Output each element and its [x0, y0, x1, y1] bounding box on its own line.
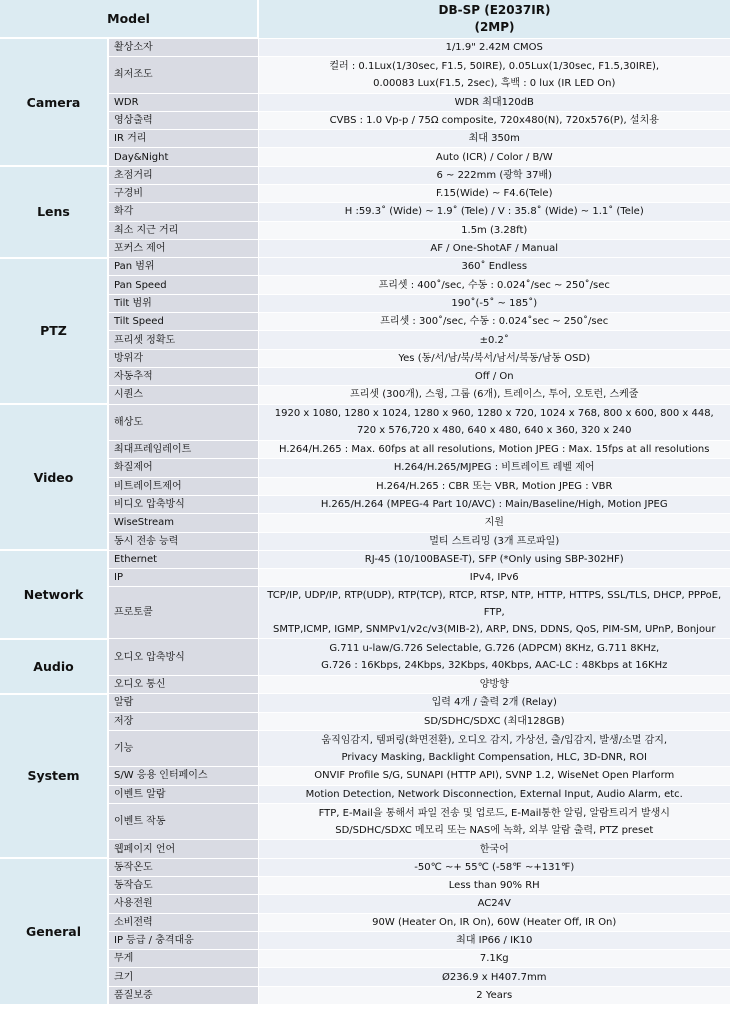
- spec-value-line: 360˚ Endless: [461, 261, 528, 273]
- spec-value: [258, 459, 730, 477]
- spec-value-line: H.264/H.265 : CBR 또는 VBR, Motion JPEG : VBR: [376, 480, 613, 492]
- spec-row: [0, 569, 730, 587]
- spec-value: [258, 550, 730, 568]
- spec-label: 오디오 통신: [108, 675, 258, 693]
- spec-value: [258, 386, 730, 404]
- spec-value-line: 6 ~ 222mm (광학 37배): [436, 169, 553, 181]
- spec-label: 비트레이트제어: [108, 477, 258, 495]
- spec-value: [258, 587, 730, 639]
- category-cell: PTZ: [0, 258, 108, 404]
- spec-row: [0, 931, 730, 949]
- spec-row: [0, 367, 730, 385]
- category-cell: General: [0, 858, 108, 1004]
- spec-row: [0, 477, 730, 495]
- spec-label: 이벤트 작동: [108, 803, 258, 840]
- spec-value-line: ±0.2˚: [479, 334, 509, 346]
- model-label: Model: [0, 0, 258, 38]
- spec-value-line: G.726 : 16Kbps, 24Kbps, 32Kbps, 40Kbps, AAC-LC : 48Kbps at 16KHz: [321, 660, 668, 672]
- spec-value: [258, 367, 730, 385]
- spec-label: 기능: [108, 730, 258, 767]
- spec-value-line: 프리셋 (300개), 스윙, 그룹 (6개), 트레이스, 투어, 오토런, 스케줄: [350, 389, 639, 401]
- spec-row: [0, 550, 730, 568]
- spec-value-line: 양방향: [479, 679, 509, 691]
- spec-label: 최저조도: [108, 57, 258, 94]
- spec-label: 프리셋 정확도: [108, 331, 258, 349]
- spec-value-line: AC24V: [477, 898, 511, 910]
- category-cell: Camera: [0, 38, 108, 166]
- spec-row: [0, 239, 730, 257]
- spec-value: [258, 639, 730, 676]
- spec-value-line: 컬러 : 0.1Lux(1/30sec, F1.5, 50IRE), 0.05Lux(1/30sec, F1.5,30IRE),: [329, 60, 660, 72]
- spec-value-line: Less than 90% RH: [448, 880, 540, 892]
- spec-value: [258, 221, 730, 239]
- spec-row: [0, 459, 730, 477]
- spec-value: [258, 532, 730, 550]
- spec-label: 자동추적: [108, 367, 258, 385]
- spec-row: [0, 858, 730, 876]
- spec-label: 촬상소자: [108, 38, 258, 57]
- spec-value: [258, 840, 730, 858]
- spec-label: 시퀀스: [108, 386, 258, 404]
- spec-value: [258, 877, 730, 895]
- spec-value-line: H.265/H.264 (MPEG-4 Part 10/AVC) : Main/Baseline/High, Motion JPEG: [320, 499, 668, 511]
- spec-value-line: IPv4, IPv6: [469, 572, 519, 584]
- spec-value-line: 0.00083 Lux(F1.5, 2sec), 흑백 : 0 lux (IR LED On): [373, 77, 616, 89]
- spec-value: [258, 258, 730, 276]
- spec-value-line: 프리셋 : 300˚/sec, 수동 : 0.024˚sec ~ 250˚/sec: [380, 316, 609, 328]
- spec-row: [0, 386, 730, 404]
- spec-row: [0, 258, 730, 276]
- spec-label: 화각: [108, 203, 258, 221]
- model-name: DB-SP (E2037IR): [438, 2, 551, 17]
- category-cell: Audio: [0, 639, 108, 694]
- spec-value: [258, 331, 730, 349]
- spec-value: [258, 184, 730, 202]
- spec-value-line: 720 x 576,720 x 480, 640 x 480, 640 x 360, 320 x 240: [357, 425, 632, 437]
- spec-value: [258, 148, 730, 166]
- spec-value: [258, 931, 730, 949]
- spec-value-line: Yes (동/서/남/북/북서/남서/북동/남동 OSD): [398, 352, 591, 364]
- spec-row: [0, 986, 730, 1004]
- spec-label: 웹페이지 언어: [108, 840, 258, 858]
- spec-label: 화질제어: [108, 459, 258, 477]
- spec-value-line: SMTP,ICMP, IGMP, SNMPv1/v2c/v3(MIB-2), ARP, DNS, DDNS, QoS, PIM-SM, UPnP, Bonjour: [272, 624, 716, 636]
- spec-label: 해상도: [108, 404, 258, 441]
- spec-label: Ethernet: [108, 550, 258, 568]
- spec-label: 영상출력: [108, 111, 258, 129]
- spec-row: [0, 587, 730, 639]
- spec-label: Day&Night: [108, 148, 258, 166]
- spec-row: [0, 349, 730, 367]
- spec-row: [0, 111, 730, 129]
- spec-value-line: H.264/H.265/MJPEG : 비트레이트 레벨 제어: [393, 462, 595, 474]
- spec-label: 프로토콜: [108, 587, 258, 639]
- spec-label: 최소 지근 거리: [108, 221, 258, 239]
- spec-row: [0, 221, 730, 239]
- spec-value-line: Off / On: [474, 371, 514, 383]
- spec-label: Tilt Speed: [108, 313, 258, 331]
- spec-label: 구경비: [108, 184, 258, 202]
- spec-value: [258, 203, 730, 221]
- spec-value-line: ONVIF Profile S/G, SUNAPI (HTTP API), SVNP 1.2, WiseNet Open Plarform: [314, 770, 675, 782]
- spec-value: [258, 895, 730, 913]
- spec-value-line: -50℃ ~+ 55℃ (-58℉ ~+131℉): [414, 861, 575, 873]
- spec-value: [258, 694, 730, 712]
- spec-value-line: Privacy Masking, Backlight Compensation, HLC, 3D-DNR, ROI: [341, 751, 647, 763]
- spec-label: S/W 응용 인터페이스: [108, 767, 258, 785]
- spec-value-line: 90W (Heater On, IR On), 60W (Heater Off, IR On): [372, 916, 617, 928]
- spec-label: 사용전원: [108, 895, 258, 913]
- spec-value-line: Motion Detection, Network Disconnection, External Input, Audio Alarm, etc.: [305, 788, 683, 800]
- spec-label: 동시 전송 능력: [108, 532, 258, 550]
- spec-value: [258, 276, 730, 294]
- spec-value: [258, 913, 730, 931]
- spec-row: [0, 203, 730, 221]
- spec-value: [258, 130, 730, 148]
- category-cell: Video: [0, 404, 108, 550]
- spec-row: [0, 331, 730, 349]
- model-sub: (2MP): [474, 19, 515, 34]
- spec-value-line: WDR 최대120dB: [454, 96, 534, 108]
- spec-value: [258, 93, 730, 111]
- spec-row: [0, 532, 730, 550]
- spec-value-line: RJ-45 (10/100BASE-T), SFP (*Only using SBP-302HF): [364, 553, 624, 565]
- spec-value: [258, 803, 730, 840]
- spec-label: 소비전력: [108, 913, 258, 931]
- spec-value: [258, 514, 730, 532]
- spec-value: [258, 313, 730, 331]
- spec-value-line: 멀티 스트리밍 (3개 프로파일): [429, 535, 560, 547]
- spec-row: [0, 968, 730, 986]
- spec-row: [0, 785, 730, 803]
- spec-value-line: 한국어: [479, 843, 509, 855]
- category-cell: Lens: [0, 166, 108, 257]
- spec-value-line: SD/SDHC/SDXC (최대128GB): [424, 715, 565, 727]
- spec-value-line: H.264/H.265 : Max. 60fps at all resolutions, Motion JPEG : Max. 15fps at all resolutions: [279, 444, 710, 456]
- spec-label: Tilt 범위: [108, 294, 258, 312]
- spec-value-line: 움직임감지, 템퍼링(화면전환), 오디오 감지, 가상선, 출/입감지, 발생/소멸 감지,: [321, 734, 668, 746]
- spec-label: IP 등급 / 충격대응: [108, 931, 258, 949]
- spec-value: [258, 495, 730, 513]
- spec-label: WDR: [108, 93, 258, 111]
- spec-value-line: FTP, E-Mail을 통해서 파일 전송 및 업로드, E-Mail통한 알림, 알람트리거 발생시: [318, 807, 670, 819]
- spec-label: 이벤트 알람: [108, 785, 258, 803]
- spec-label: Pan 범위: [108, 258, 258, 276]
- spec-row: [0, 184, 730, 202]
- spec-value: [258, 111, 730, 129]
- spec-row: [0, 803, 730, 840]
- spec-value-line: 지원: [484, 517, 504, 529]
- spec-row: [0, 639, 730, 676]
- spec-label: 크기: [108, 968, 258, 986]
- spec-value: [258, 767, 730, 785]
- spec-label: 방위각: [108, 349, 258, 367]
- spec-value: [258, 968, 730, 986]
- model-cell: [258, 0, 730, 38]
- spec-row: [0, 148, 730, 166]
- spec-row: [0, 276, 730, 294]
- spec-value: [258, 675, 730, 693]
- spec-value-line: SD/SDHC/SDXC 메모리 또는 NAS에 녹화, 외부 알람 출력, PTZ preset: [335, 824, 654, 836]
- spec-value-line: G.711 u-law/G.726 Selectable, G.726 (ADPCM) 8KHz, G.711 8KHz,: [329, 643, 660, 655]
- spec-row: [0, 93, 730, 111]
- spec-row: [0, 712, 730, 730]
- spec-value: [258, 477, 730, 495]
- spec-value: [258, 986, 730, 1004]
- spec-row: [0, 38, 730, 57]
- spec-value: [258, 858, 730, 876]
- spec-value: [258, 730, 730, 767]
- spec-row: [0, 950, 730, 968]
- category-cell: System: [0, 694, 108, 858]
- spec-value-line: TCP/IP, UDP/IP, RTP(UDP), RTP(TCP), RTCP, RTSP, NTP, HTTP, HTTPS, SSL/TLS, DHCP, PPPoE, FTP,: [267, 590, 722, 619]
- spec-value: [258, 404, 730, 441]
- spec-row: [0, 913, 730, 931]
- spec-label: 초점거리: [108, 166, 258, 184]
- spec-row: [0, 57, 730, 94]
- spec-row: [0, 313, 730, 331]
- spec-value: [258, 38, 730, 57]
- spec-value-line: Auto (ICR) / Color / B/W: [435, 151, 553, 163]
- spec-value-line: CVBS : 1.0 Vp-p / 75Ω composite, 720x480(N), 720x576(P), 설치용: [329, 114, 659, 126]
- spec-row: [0, 166, 730, 184]
- spec-label: 저장: [108, 712, 258, 730]
- spec-label: 오디오 압축방식: [108, 639, 258, 676]
- spec-row: [0, 767, 730, 785]
- spec-label: 비디오 압축방식: [108, 495, 258, 513]
- spec-label: IR 거리: [108, 130, 258, 148]
- spec-value-line: Ø236.9 x H407.7mm: [442, 971, 547, 983]
- spec-row: [0, 840, 730, 858]
- spec-value-line: 1/1.9" 2.42M CMOS: [445, 41, 543, 53]
- spec-row: [0, 294, 730, 312]
- spec-row: [0, 130, 730, 148]
- spec-value: [258, 294, 730, 312]
- spec-row: [0, 514, 730, 532]
- spec-label: 최대프레임레이트: [108, 441, 258, 459]
- spec-value: [258, 239, 730, 257]
- header-row: [0, 0, 730, 38]
- spec-value-line: 프리셋 : 400˚/sec, 수동 : 0.024˚/sec ~ 250˚/sec: [378, 279, 610, 291]
- spec-value: [258, 441, 730, 459]
- spec-label: IP: [108, 569, 258, 587]
- spec-value-line: 입력 4개 / 출력 2개 (Relay): [431, 697, 557, 709]
- spec-value: [258, 349, 730, 367]
- spec-label: 동작온도: [108, 858, 258, 876]
- spec-value-line: 190˚(-5˚ ~ 185˚): [451, 297, 538, 309]
- spec-value-line: 최대 350m: [468, 133, 520, 145]
- spec-row: [0, 675, 730, 693]
- spec-row: [0, 441, 730, 459]
- spec-label: 알람: [108, 694, 258, 712]
- spec-value-line: F.15(Wide) ~ F4.6(Tele): [436, 188, 553, 200]
- spec-label: 동작습도: [108, 877, 258, 895]
- spec-value-line: 1920 x 1080, 1280 x 1024, 1280 x 960, 1280 x 720, 1024 x 768, 800 x 600, 800 x 448,: [274, 408, 714, 420]
- spec-row: [0, 694, 730, 712]
- spec-value-line: H :59.3˚ (Wide) ~ 1.9˚ (Tele) / V : 35.8˚ (Wide) ~ 1.1˚ (Tele): [344, 206, 644, 218]
- spec-value-line: 7.1Kg: [479, 953, 509, 965]
- category-cell: Network: [0, 550, 108, 639]
- spec-value: [258, 57, 730, 94]
- spec-value-line: 2 Years: [476, 989, 513, 1001]
- spec-label: WiseStream: [108, 514, 258, 532]
- spec-label: Pan Speed: [108, 276, 258, 294]
- spec-value: [258, 569, 730, 587]
- spec-value-line: AF / One-ShotAF / Manual: [430, 243, 559, 255]
- spec-value: [258, 950, 730, 968]
- spec-row: [0, 895, 730, 913]
- spec-value-line: 1.5m (3.28ft): [461, 224, 528, 236]
- spec-row: [0, 495, 730, 513]
- spec-value: [258, 712, 730, 730]
- spec-row: [0, 877, 730, 895]
- spec-row: [0, 404, 730, 441]
- spec-value: [258, 166, 730, 184]
- spec-value-line: 최대 IP66 / IK10: [456, 935, 533, 947]
- spec-value: [258, 785, 730, 803]
- spec-label: 품질보증: [108, 986, 258, 1004]
- spec-label: 포커스 제어: [108, 239, 258, 257]
- spec-row: [0, 730, 730, 767]
- spec-label: 무게: [108, 950, 258, 968]
